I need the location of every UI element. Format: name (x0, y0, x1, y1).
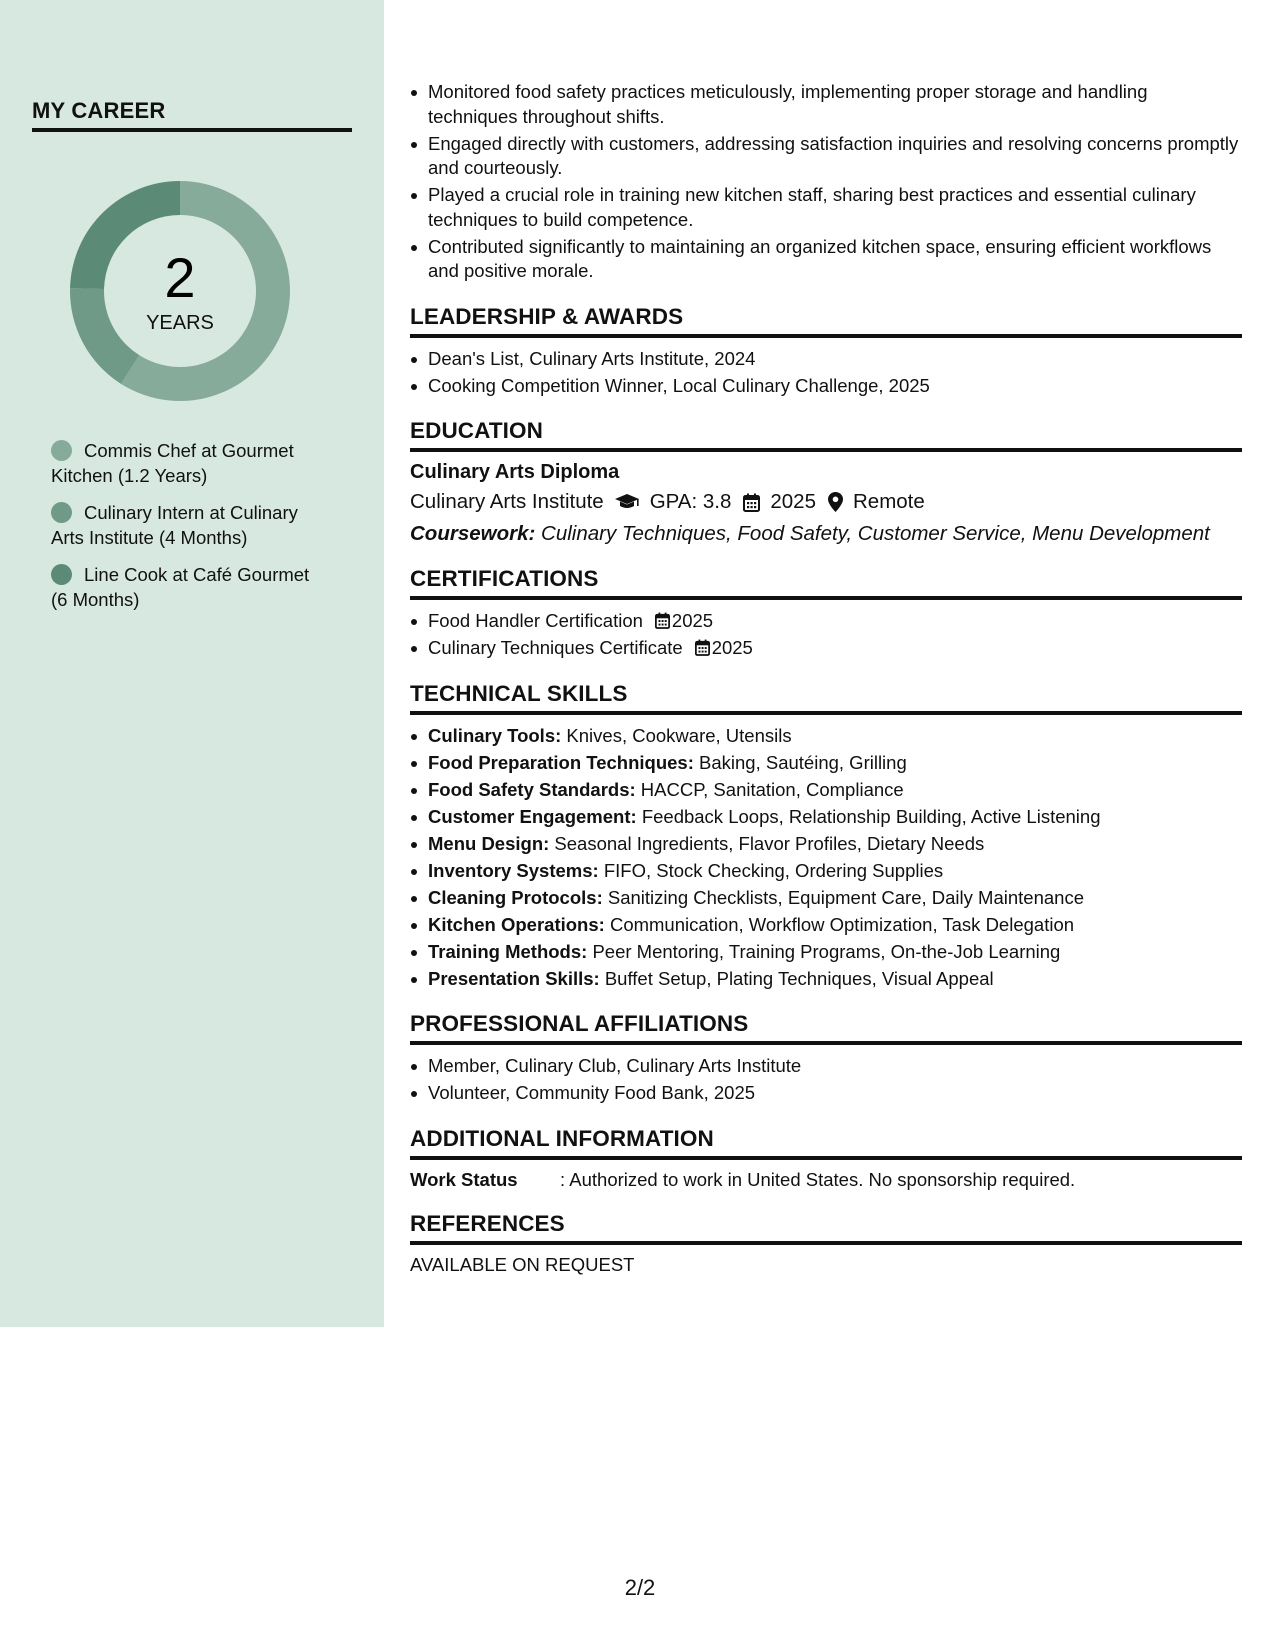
list-item: Menu Design: Seasonal Ingredients, Flavor Profiles, Dietary Needs (428, 832, 1242, 857)
list-item: Culinary Techniques Certificate 2025 (428, 636, 1242, 661)
work-status-row (410, 1169, 1242, 1191)
experience-bullets (410, 80, 1242, 284)
list-item: Food Handler Certification 2025 (428, 609, 1242, 634)
list-item: Inventory Systems: FIFO, Stock Checking, Ordering Supplies (428, 859, 1242, 884)
main-content (410, 80, 1242, 1276)
section-heading-skills: TECHNICAL SKILLS (410, 681, 1242, 715)
section-heading-additional: ADDITIONAL INFORMATION (410, 1126, 1242, 1160)
coursework-value: Culinary Techniques, Food Safety, Customer Service, Menu Development (541, 522, 1210, 545)
work-status-value: : Authorized to work in United States. No sponsorship required. (560, 1168, 1076, 1190)
skills-list (410, 724, 1242, 992)
list-item: Contributed significantly to maintaining an organized kitchen space, ensuring efficient workflows and positive morale. (428, 235, 1242, 284)
legend-dot-icon (51, 502, 72, 523)
location-pin-icon (828, 492, 843, 512)
career-item: Commis Chef at Gourmet Kitchen (1.2 Years) (51, 440, 294, 486)
education-gpa: GPA: 3.8 (649, 490, 732, 513)
section-heading-certifications: CERTIFICATIONS (410, 566, 1242, 600)
career-item: Line Cook at Café Gourmet (6 Months) (51, 564, 310, 610)
certifications-list (410, 609, 1242, 661)
legend-dot-icon (51, 440, 72, 461)
education-institution: Culinary Arts Institute (410, 490, 604, 513)
graduation-cap-icon (614, 493, 640, 511)
list-item: Cooking Competition Winner, Local Culinary Challenge, 2025 (428, 374, 1242, 399)
coursework-label: Coursework: (410, 522, 536, 545)
calendar-icon (743, 493, 760, 512)
affiliations-list (410, 1054, 1242, 1106)
list-item: Presentation Skills: Buffet Setup, Plating Techniques, Visual Appeal (428, 967, 1242, 992)
section-heading-leadership: LEADERSHIP & AWARDS (410, 304, 1242, 338)
list-item: Food Preparation Techniques: Baking, Sautéing, Grilling (428, 751, 1242, 776)
leadership-list (410, 347, 1242, 399)
list-item: Kitchen Operations: Communication, Workflow Optimization, Task Delegation (428, 913, 1242, 938)
page-number: 2/2 (624, 1575, 656, 1600)
references-text: AVAILABLE ON REQUEST (410, 1253, 635, 1275)
calendar-icon (695, 639, 710, 656)
list-item: Member, Culinary Club, Culinary Arts Institute (428, 1054, 1242, 1079)
career-list (51, 438, 326, 624)
education-coursework (410, 522, 1242, 546)
sidebar (0, 0, 384, 1327)
career-years-unit: YEARS (146, 312, 214, 334)
work-status-label: Work Status (410, 1168, 518, 1190)
career-years-value: 2 (164, 246, 196, 309)
list-item: Food Safety Standards: HACCP, Sanitation, Compliance (428, 778, 1242, 803)
list-item: Cleaning Protocols: Sanitizing Checklists, Equipment Care, Daily Maintenance (428, 886, 1242, 911)
list-item: Monitored food safety practices meticulously, implementing proper storage and handling techniques throughout shifts. (428, 80, 1242, 129)
list-item: Dean's List, Culinary Arts Institute, 2024 (428, 347, 1242, 372)
legend-dot-icon (51, 564, 72, 585)
career-title: MY CAREER (32, 98, 352, 132)
list-item: Culinary Tools: Knives, Cookware, Utensils (428, 724, 1242, 749)
list-item: Volunteer, Community Food Bank, 2025 (428, 1081, 1242, 1106)
section-heading-affiliations: PROFESSIONAL AFFILIATIONS (410, 1011, 1242, 1045)
list-item: Played a crucial role in training new kitchen staff, sharing best practices and essential culinary techniques to build competence. (428, 183, 1242, 232)
section-heading-references: REFERENCES (410, 1211, 1242, 1245)
list-item: Engaged directly with customers, addressing satisfaction inquiries and resolving concerns promptly and courteously. (428, 132, 1242, 181)
education-year: 2025 (770, 490, 816, 513)
education-details (410, 490, 1242, 514)
list-item: Training Methods: Peer Mentoring, Training Programs, On-the-Job Learning (428, 940, 1242, 965)
section-heading-education: EDUCATION (410, 418, 1242, 452)
career-item: Culinary Intern at Culinary Arts Institute (4 Months) (51, 502, 298, 548)
education-location: Remote (852, 490, 925, 513)
list-item: Customer Engagement: Feedback Loops, Relationship Building, Active Listening (428, 805, 1242, 830)
calendar-icon (655, 612, 670, 629)
education-degree: Culinary Arts Diploma (410, 461, 620, 483)
